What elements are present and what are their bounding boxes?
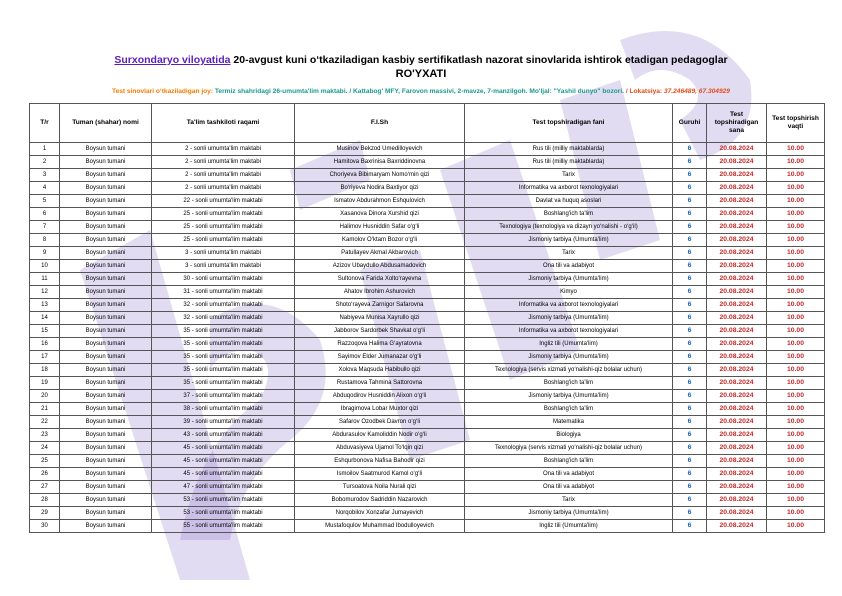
row-number: 8 [30, 234, 60, 247]
district-cell: Boysun tumani [60, 520, 152, 533]
row-number: 6 [30, 208, 60, 221]
time-cell: 10.00 [767, 169, 825, 182]
name-cell: Razzoqova Halima G‘ayratovna [295, 338, 465, 351]
table-row [30, 338, 825, 351]
school-cell: 2 - sonli umumta'lim maktabi [152, 182, 295, 195]
name-cell: Choriyeva Bibimaryam Nomo‘min qizi [295, 169, 465, 182]
district-cell: Boysun tumani [60, 429, 152, 442]
name-cell: Xasanova Dinora Xurshid qizi [295, 208, 465, 221]
row-number: 14 [30, 312, 60, 325]
group-cell: 6 [673, 325, 707, 338]
header-cell: F.I.Sh [295, 104, 465, 143]
venue-address: Termiz shahridagi 26-umumta'lim maktabi. [213, 88, 348, 95]
subject-cell: Texnologiya (servis xizmati yo‘nalishi-qiz bolalar uchun) [465, 442, 673, 455]
region-name: Surxondaryo viloyatida [114, 54, 231, 66]
time-cell: 10.00 [767, 416, 825, 429]
subject-cell: Ona tili va adabiyot [465, 260, 673, 273]
table-header-row [30, 104, 825, 143]
school-cell: 53 - sonli umumta'lim maktabi [152, 494, 295, 507]
time-cell: 10.00 [767, 247, 825, 260]
header-cell: Ta'lim tashkiloti raqami [152, 104, 295, 143]
subject-cell: Informatika va axborot texnologiyalari [465, 182, 673, 195]
row-number: 18 [30, 364, 60, 377]
time-cell: 10.00 [767, 364, 825, 377]
school-cell: 30 - sonli umumta'lim maktabi [152, 273, 295, 286]
row-number: 13 [30, 299, 60, 312]
name-cell: Ahatov Ibrohim Ashurovich [295, 286, 465, 299]
group-cell: 6 [673, 520, 707, 533]
subject-cell: Boshlang'ich ta'lim [465, 377, 673, 390]
date-cell: 20.08.2024 [707, 299, 767, 312]
table-row [30, 208, 825, 221]
school-cell: 2 - sonli umumta'lim maktabi [152, 156, 295, 169]
district-cell: Boysun tumani [60, 377, 152, 390]
district-cell: Boysun tumani [60, 390, 152, 403]
time-cell: 10.00 [767, 325, 825, 338]
row-number: 27 [30, 481, 60, 494]
table-row [30, 481, 825, 494]
header-cell: Guruhi [673, 104, 707, 143]
row-number: 15 [30, 325, 60, 338]
school-cell: 55 - sonli umumta'lim maktabi [152, 520, 295, 533]
name-cell: Xolova Maqsuda Habibullo qizi [295, 364, 465, 377]
table-row [30, 390, 825, 403]
row-number: 30 [30, 520, 60, 533]
name-cell: Bobomurodov Sadriddin Nazarovich [295, 494, 465, 507]
date-cell: 20.08.2024 [707, 208, 767, 221]
name-cell: Rustamova Tahmina Sattorovna [295, 377, 465, 390]
row-number: 12 [30, 286, 60, 299]
group-cell: 6 [673, 195, 707, 208]
name-cell: Azizov Ubaydullo Abdusamadovich [295, 260, 465, 273]
table-row [30, 195, 825, 208]
subject-cell: Informatika va axborot texnologiyalari [465, 325, 673, 338]
subject-cell: Biologiya [465, 429, 673, 442]
district-cell: Boysun tumani [60, 156, 152, 169]
table-row [30, 455, 825, 468]
date-cell: 20.08.2024 [707, 143, 767, 156]
table-row [30, 247, 825, 260]
name-cell: Patullayev Akmal Akbarovich [295, 247, 465, 260]
date-cell: 20.08.2024 [707, 325, 767, 338]
school-cell: 37 - sonli umumta'lim maktabi [152, 390, 295, 403]
time-cell: 10.00 [767, 494, 825, 507]
location-coords: 37.246489, 67.304929 [662, 88, 730, 95]
group-cell: 6 [673, 429, 707, 442]
table-row [30, 156, 825, 169]
name-cell: Norqobilov Xonzafar Jumayevich [295, 507, 465, 520]
time-cell: 10.00 [767, 468, 825, 481]
date-cell: 20.08.2024 [707, 377, 767, 390]
name-cell: Jabborov Sardorbek Shavkat o‘g‘li [295, 325, 465, 338]
group-cell: 6 [673, 312, 707, 325]
school-cell: 35 - sonli umumta'lim maktabi [152, 351, 295, 364]
row-number: 24 [30, 442, 60, 455]
name-cell: Kamolov O‘ktam Bozor o‘g‘li [295, 234, 465, 247]
school-cell: 35 - sonli umumta'lim maktabi [152, 325, 295, 338]
school-cell: 2 - sonli umumta'lim maktabi [152, 169, 295, 182]
row-number: 20 [30, 390, 60, 403]
date-cell: 20.08.2024 [707, 156, 767, 169]
district-cell: Boysun tumani [60, 247, 152, 260]
group-cell: 6 [673, 390, 707, 403]
group-cell: 6 [673, 338, 707, 351]
time-cell: 10.00 [767, 312, 825, 325]
name-cell: Abdurasulov Kamoliddin Nodir o‘g‘li [295, 429, 465, 442]
row-number: 29 [30, 507, 60, 520]
row-number: 10 [30, 260, 60, 273]
name-cell: Eshqurbonova Nafisa Bahodir qizi [295, 455, 465, 468]
header-cell: Test topshirish vaqti [767, 104, 825, 143]
subject-cell: Boshlang'ich ta'lim [465, 208, 673, 221]
group-cell: 6 [673, 221, 707, 234]
name-cell: Tursoatova Noila Nurali qizi [295, 481, 465, 494]
subject-cell: Matematika [465, 416, 673, 429]
group-cell: 6 [673, 299, 707, 312]
school-cell: 25 - sonli umumta'lim maktabi [152, 208, 295, 221]
school-cell: 45 - sonli umumta'lim maktabi [152, 455, 295, 468]
date-cell: 20.08.2024 [707, 455, 767, 468]
row-number: 21 [30, 403, 60, 416]
time-cell: 10.00 [767, 481, 825, 494]
row-number: 11 [30, 273, 60, 286]
name-cell: Abduqodirov Husniddin Alixon o‘g‘li [295, 390, 465, 403]
row-number: 3 [30, 169, 60, 182]
row-number: 7 [30, 221, 60, 234]
time-cell: 10.00 [767, 403, 825, 416]
school-cell: 43 - sonli umumta'lim maktabi [152, 429, 295, 442]
group-cell: 6 [673, 234, 707, 247]
header-cell: Tuman (shahar) nomi [60, 104, 152, 143]
date-cell: 20.08.2024 [707, 429, 767, 442]
district-cell: Boysun tumani [60, 195, 152, 208]
group-cell: 6 [673, 403, 707, 416]
time-cell: 10.00 [767, 390, 825, 403]
time-cell: 10.00 [767, 429, 825, 442]
district-cell: Boysun tumani [60, 442, 152, 455]
name-cell: Musinov Bekzod Umedilloyevich [295, 143, 465, 156]
title-text: 20-avgust kuni o‘tkaziladigan kasbiy sertifikatlash nazorat sinovlarida ishtirok etadigan pedagoglar [230, 54, 728, 66]
subject-cell: Texnologiya (texnologiya va dizayn yo‘nalishi - o‘g‘il) [465, 221, 673, 234]
school-cell: 32 - sonli umumta'lim maktabi [152, 299, 295, 312]
date-cell: 20.08.2024 [707, 234, 767, 247]
venue-info [0, 87, 842, 96]
subject-cell: Jismoniy tarbiya (Umumta'lim) [465, 351, 673, 364]
table-row [30, 143, 825, 156]
group-cell: 6 [673, 507, 707, 520]
table-row [30, 351, 825, 364]
table-row [30, 494, 825, 507]
group-cell: 6 [673, 416, 707, 429]
time-cell: 10.00 [767, 195, 825, 208]
name-cell: Ismoilov Saatmurod Kamol o‘g‘li [295, 468, 465, 481]
participants-table [29, 103, 825, 533]
district-cell: Boysun tumani [60, 143, 152, 156]
time-cell: 10.00 [767, 351, 825, 364]
district-cell: Boysun tumani [60, 234, 152, 247]
subject-cell: Jismoniy tarbiya (Umumta'lim) [465, 507, 673, 520]
date-cell: 20.08.2024 [707, 364, 767, 377]
row-number: 26 [30, 468, 60, 481]
table-row [30, 416, 825, 429]
date-cell: 20.08.2024 [707, 416, 767, 429]
district-cell: Boysun tumani [60, 312, 152, 325]
subject-cell: Ingliz tili (Umumta'lim) [465, 338, 673, 351]
subject-cell: Jismoniy tarbiya (Umumta'lim) [465, 273, 673, 286]
subject-cell: Tarix [465, 247, 673, 260]
table-row [30, 286, 825, 299]
venue-label: Test sinovlari o‘tkaziladigan joy: [112, 88, 214, 95]
group-cell: 6 [673, 182, 707, 195]
group-cell: 6 [673, 156, 707, 169]
table-row [30, 182, 825, 195]
time-cell: 10.00 [767, 507, 825, 520]
group-cell: 6 [673, 377, 707, 390]
row-number: 2 [30, 156, 60, 169]
subject-cell: Jismoniy tarbiya (Umumta'lim) [465, 312, 673, 325]
time-cell: 10.00 [767, 442, 825, 455]
school-cell: 45 - sonli umumta'lim maktabi [152, 442, 295, 455]
date-cell: 20.08.2024 [707, 507, 767, 520]
time-cell: 10.00 [767, 377, 825, 390]
row-number: 28 [30, 494, 60, 507]
group-cell: 6 [673, 247, 707, 260]
time-cell: 10.00 [767, 234, 825, 247]
table-row [30, 221, 825, 234]
table-row [30, 312, 825, 325]
name-cell: Safarov Ozodbek Davron o‘g‘li [295, 416, 465, 429]
time-cell: 10.00 [767, 286, 825, 299]
district-cell: Boysun tumani [60, 494, 152, 507]
date-cell: 20.08.2024 [707, 351, 767, 364]
date-cell: 20.08.2024 [707, 286, 767, 299]
group-cell: 6 [673, 260, 707, 273]
group-cell: 6 [673, 364, 707, 377]
time-cell: 10.00 [767, 520, 825, 533]
row-number: 22 [30, 416, 60, 429]
group-cell: 6 [673, 455, 707, 468]
time-cell: 10.00 [767, 182, 825, 195]
subject-cell: Jismoniy tarbiya (Umumta'lim) [465, 234, 673, 247]
school-cell: 53 - sonli umumta'lim maktabi [152, 507, 295, 520]
district-cell: Boysun tumani [60, 208, 152, 221]
location-label: / Lokatsiya: [624, 88, 663, 95]
district-cell: Boysun tumani [60, 286, 152, 299]
name-cell: Nabiyeva Munisa Xayrullo qizi [295, 312, 465, 325]
row-number: 16 [30, 338, 60, 351]
row-number: 19 [30, 377, 60, 390]
school-cell: 35 - sonli umumta'lim maktabi [152, 338, 295, 351]
time-cell: 10.00 [767, 299, 825, 312]
date-cell: 20.08.2024 [707, 221, 767, 234]
header-cell: T/r [30, 104, 60, 143]
district-cell: Boysun tumani [60, 507, 152, 520]
row-number: 1 [30, 143, 60, 156]
row-number: 23 [30, 429, 60, 442]
school-cell: 32 - sonli umumta'lim maktabi [152, 312, 295, 325]
date-cell: 20.08.2024 [707, 338, 767, 351]
time-cell: 10.00 [767, 455, 825, 468]
subject-cell: Boshlang'ich ta'lim [465, 403, 673, 416]
subject-cell: Ingliz tili (Umumta'lim) [465, 520, 673, 533]
date-cell: 20.08.2024 [707, 182, 767, 195]
district-cell: Boysun tumani [60, 481, 152, 494]
subject-cell: Texnologiya (servis xizmati yo‘nalishi-qiz bolalar uchun) [465, 364, 673, 377]
school-cell: 22 - sonli umumta'lim maktabi [152, 195, 295, 208]
district-cell: Boysun tumani [60, 260, 152, 273]
school-cell: 25 - sonli umumta'lim maktabi [152, 234, 295, 247]
table-row [30, 325, 825, 338]
table-row [30, 442, 825, 455]
time-cell: 10.00 [767, 221, 825, 234]
name-cell: Abduvasiyeva Ujamol To‘lqin qizi [295, 442, 465, 455]
table-row [30, 169, 825, 182]
date-cell: 20.08.2024 [707, 260, 767, 273]
subject-cell: Tarix [465, 169, 673, 182]
table-row [30, 260, 825, 273]
table-row [30, 273, 825, 286]
name-cell: Sayimov Elder Jumanazar o‘g‘li [295, 351, 465, 364]
table-row [30, 377, 825, 390]
group-cell: 6 [673, 468, 707, 481]
group-cell: 6 [673, 286, 707, 299]
date-cell: 20.08.2024 [707, 312, 767, 325]
row-number: 5 [30, 195, 60, 208]
school-cell: 2 - sonli umumta'lim maktabi [152, 143, 295, 156]
name-cell: Ibragimova Lobar Muxtor qizi [295, 403, 465, 416]
row-number: 4 [30, 182, 60, 195]
group-cell: 6 [673, 494, 707, 507]
table-row [30, 520, 825, 533]
district-cell: Boysun tumani [60, 455, 152, 468]
subject-cell: Tarix [465, 494, 673, 507]
name-cell: Sultonova Farida Xolto‘rayevna [295, 273, 465, 286]
row-number: 25 [30, 455, 60, 468]
date-cell: 20.08.2024 [707, 195, 767, 208]
school-cell: 35 - sonli umumta'lim maktabi [152, 364, 295, 377]
district-cell: Boysun tumani [60, 182, 152, 195]
time-cell: 10.00 [767, 338, 825, 351]
date-cell: 20.08.2024 [707, 468, 767, 481]
time-cell: 10.00 [767, 156, 825, 169]
subject-cell: Davlat va huquq asoslari [465, 195, 673, 208]
document-title [0, 54, 842, 67]
school-cell: 45 - sonli umumta'lim maktabi [152, 468, 295, 481]
row-number: 9 [30, 247, 60, 260]
time-cell: 10.00 [767, 143, 825, 156]
date-cell: 20.08.2024 [707, 169, 767, 182]
district-cell: Boysun tumani [60, 364, 152, 377]
subject-cell: Boshlang'ich ta'lim [465, 455, 673, 468]
date-cell: 20.08.2024 [707, 442, 767, 455]
name-cell: Mustafoqulov Muhammad Ibodulloyevich [295, 520, 465, 533]
school-cell: 3 - sonli umumta'lim maktabi [152, 260, 295, 273]
subject-cell: Ona tili va adabiyot [465, 468, 673, 481]
school-cell: 38 - sonli umumta'lim maktabi [152, 403, 295, 416]
subject-cell: Jismoniy tarbiya (Umumta'lim) [465, 390, 673, 403]
group-cell: 6 [673, 143, 707, 156]
group-cell: 6 [673, 169, 707, 182]
group-cell: 6 [673, 481, 707, 494]
date-cell: 20.08.2024 [707, 494, 767, 507]
date-cell: 20.08.2024 [707, 247, 767, 260]
date-cell: 20.08.2024 [707, 481, 767, 494]
district-cell: Boysun tumani [60, 338, 152, 351]
venue-landmark: / Kattabog' MFY, Farovon massivi, 2-mavze, 7-manzilgoh. Mo'ljal: "Yashil dunyo" bozori. [347, 88, 624, 95]
date-cell: 20.08.2024 [707, 390, 767, 403]
name-cell: Bo‘riyeva Nodira Baxtiyor qizi [295, 182, 465, 195]
header-cell: Test topshiradigan fani [465, 104, 673, 143]
header-cell: Test topshiradigan sana [707, 104, 767, 143]
table-row [30, 429, 825, 442]
table-row [30, 234, 825, 247]
school-cell: 25 - sonli umumta'lim maktabi [152, 221, 295, 234]
table-row [30, 403, 825, 416]
date-cell: 20.08.2024 [707, 273, 767, 286]
subject-cell: Informatika va axborot texnologiyalari [465, 299, 673, 312]
time-cell: 10.00 [767, 260, 825, 273]
district-cell: Boysun tumani [60, 403, 152, 416]
district-cell: Boysun tumani [60, 169, 152, 182]
group-cell: 6 [673, 208, 707, 221]
document-header [0, 54, 842, 81]
district-cell: Boysun tumani [60, 468, 152, 481]
table-row [30, 299, 825, 312]
district-cell: Boysun tumani [60, 273, 152, 286]
school-cell: 3 - sonli umumta'lim maktabi [152, 247, 295, 260]
group-cell: 6 [673, 273, 707, 286]
district-cell: Boysun tumani [60, 351, 152, 364]
time-cell: 10.00 [767, 273, 825, 286]
school-cell: 31 - sonli umumta'lim maktabi [152, 286, 295, 299]
date-cell: 20.08.2024 [707, 520, 767, 533]
name-cell: Shoto‘rayeva Zarnigor Safarovna [295, 299, 465, 312]
table-body [30, 143, 825, 533]
school-cell: 47 - sonli umumta'lim maktabi [152, 481, 295, 494]
name-cell: Ismatov Abdurahmon Eshqulovich [295, 195, 465, 208]
time-cell: 10.00 [767, 208, 825, 221]
subject-cell: Rus tili (milliy maktablarda) [465, 156, 673, 169]
name-cell: Halimov Husniddin Safar o‘g‘li [295, 221, 465, 234]
name-cell: Hamitova Baxrinisa Baxriddinovna [295, 156, 465, 169]
table-row [30, 507, 825, 520]
table-row [30, 364, 825, 377]
date-cell: 20.08.2024 [707, 403, 767, 416]
district-cell: Boysun tumani [60, 416, 152, 429]
group-cell: 6 [673, 442, 707, 455]
subject-cell: Ona tili va adabiyot [465, 481, 673, 494]
district-cell: Boysun tumani [60, 299, 152, 312]
row-number: 17 [30, 351, 60, 364]
district-cell: Boysun tumani [60, 221, 152, 234]
subject-cell: Kimyo [465, 286, 673, 299]
district-cell: Boysun tumani [60, 325, 152, 338]
group-cell: 6 [673, 351, 707, 364]
table-row [30, 468, 825, 481]
subject-cell: Rus tili (milliy maktablarda) [465, 143, 673, 156]
school-cell: 39 - sonli umumta'lim maktabi [152, 416, 295, 429]
document-subtitle: RO'YXATI [395, 68, 447, 80]
school-cell: 35 - sonli umumta'lim maktabi [152, 377, 295, 390]
